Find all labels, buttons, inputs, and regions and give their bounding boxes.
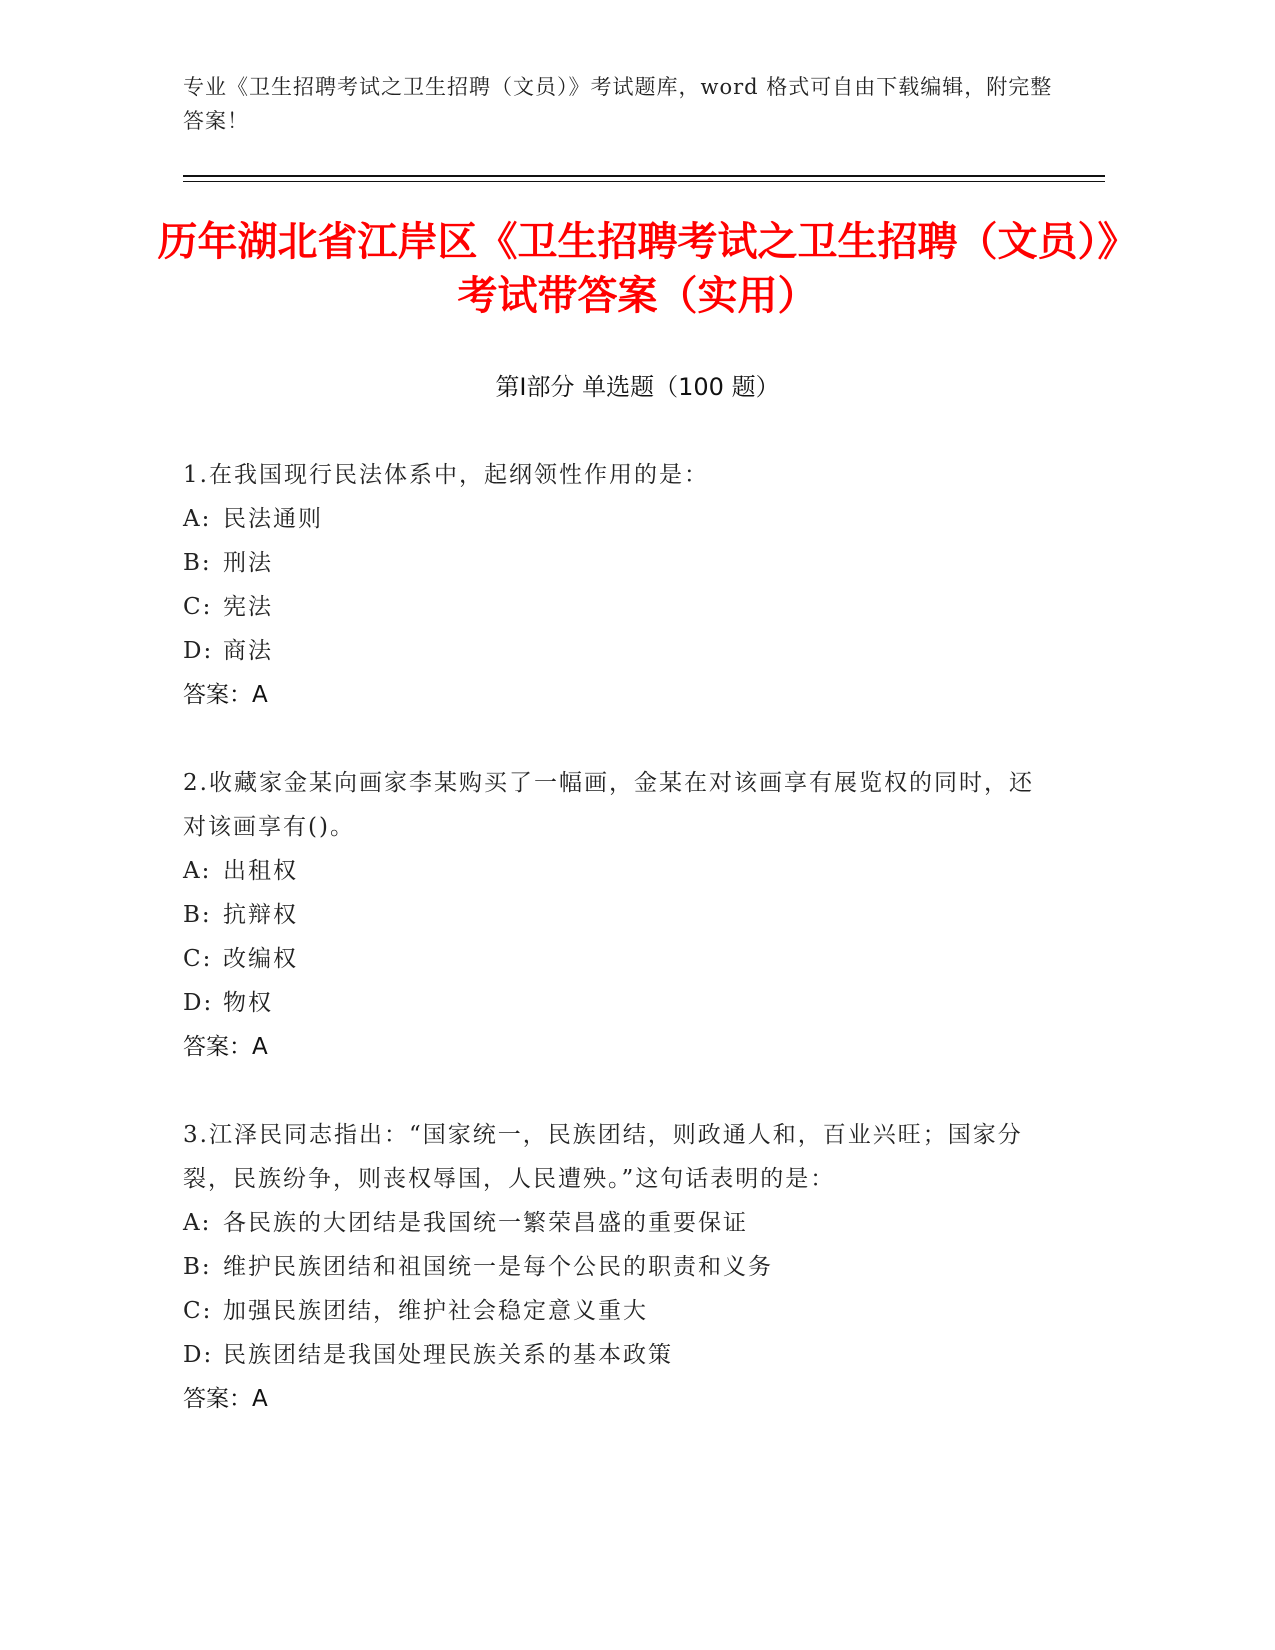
- option-d: [183, 981, 1043, 1025]
- option-key: A:: [183, 858, 212, 884]
- question-list: [183, 453, 1043, 1465]
- question-3: [183, 1113, 1043, 1421]
- option-text: 商法: [223, 638, 273, 664]
- option-c: [183, 937, 1043, 981]
- option-d: [183, 629, 1043, 673]
- option-c: [183, 585, 1043, 629]
- option-a: [183, 497, 1043, 541]
- option-text: 维护民族团结和祖国统一是每个公民的职责和义务: [223, 1254, 773, 1280]
- option-key: D:: [183, 990, 214, 1016]
- header-rule-thin: [183, 181, 1105, 182]
- answer: 答案：A: [183, 1386, 268, 1412]
- option-key: A:: [183, 1210, 212, 1236]
- document-title: 历年湖北省江岸区《卫生招聘考试之卫生招聘（文员）》考试带答案（实用）: [157, 219, 1118, 319]
- option-key: D:: [183, 638, 214, 664]
- answer: 答案：A: [183, 682, 268, 708]
- option-key: C:: [183, 594, 213, 620]
- question-2: [183, 761, 1043, 1069]
- question-1: [183, 453, 1043, 717]
- option-text: 出租权: [223, 858, 298, 884]
- question-stem: 3.江泽民同志指出：“国家统一，民族团结，则政通人和，百业兴旺；国家分裂，民族纷争，则丧权辱国，人民遭殃。”这句话表明的是：: [183, 1122, 1023, 1192]
- option-text: 刑法: [223, 550, 273, 576]
- header-rule-thick: [183, 175, 1105, 177]
- option-key: A:: [183, 506, 212, 532]
- option-text: 抗辩权: [223, 902, 298, 928]
- option-text: 加强民族团结，维护社会稳定意义重大: [223, 1298, 648, 1324]
- option-key: C:: [183, 946, 213, 972]
- option-text: 宪法: [223, 594, 273, 620]
- option-a: [183, 1201, 1043, 1245]
- answer: 答案：A: [183, 1034, 268, 1060]
- question-stem: 1.在我国现行民法体系中，起纲领性作用的是：: [183, 462, 709, 488]
- option-key: B:: [183, 1254, 212, 1280]
- option-text: 改编权: [223, 946, 298, 972]
- header-note: 专业《卫生招聘考试之卫生招聘（文员）》考试题库，word 格式可自由下载编辑，附完整答案！: [183, 75, 1053, 133]
- option-b: [183, 1245, 1043, 1289]
- option-b: [183, 893, 1043, 937]
- option-d: [183, 1333, 1043, 1377]
- option-text: 民族团结是我国处理民族关系的基本政策: [223, 1342, 673, 1368]
- option-c: [183, 1289, 1043, 1333]
- option-key: D:: [183, 1342, 214, 1368]
- option-key: B:: [183, 902, 212, 928]
- option-key: B:: [183, 550, 212, 576]
- section-title: 第Ⅰ部分 单选题（100 题）: [495, 373, 780, 401]
- option-text: 物权: [223, 990, 273, 1016]
- option-text: 各民族的大团结是我国统一繁荣昌盛的重要保证: [223, 1210, 748, 1236]
- option-b: [183, 541, 1043, 585]
- question-stem: 2.收藏家金某向画家李某购买了一幅画，金某在对该画享有展览权的同时，还对该画享有()。: [183, 770, 1034, 840]
- option-key: C:: [183, 1298, 213, 1324]
- option-a: [183, 849, 1043, 893]
- option-text: 民法通则: [223, 506, 323, 532]
